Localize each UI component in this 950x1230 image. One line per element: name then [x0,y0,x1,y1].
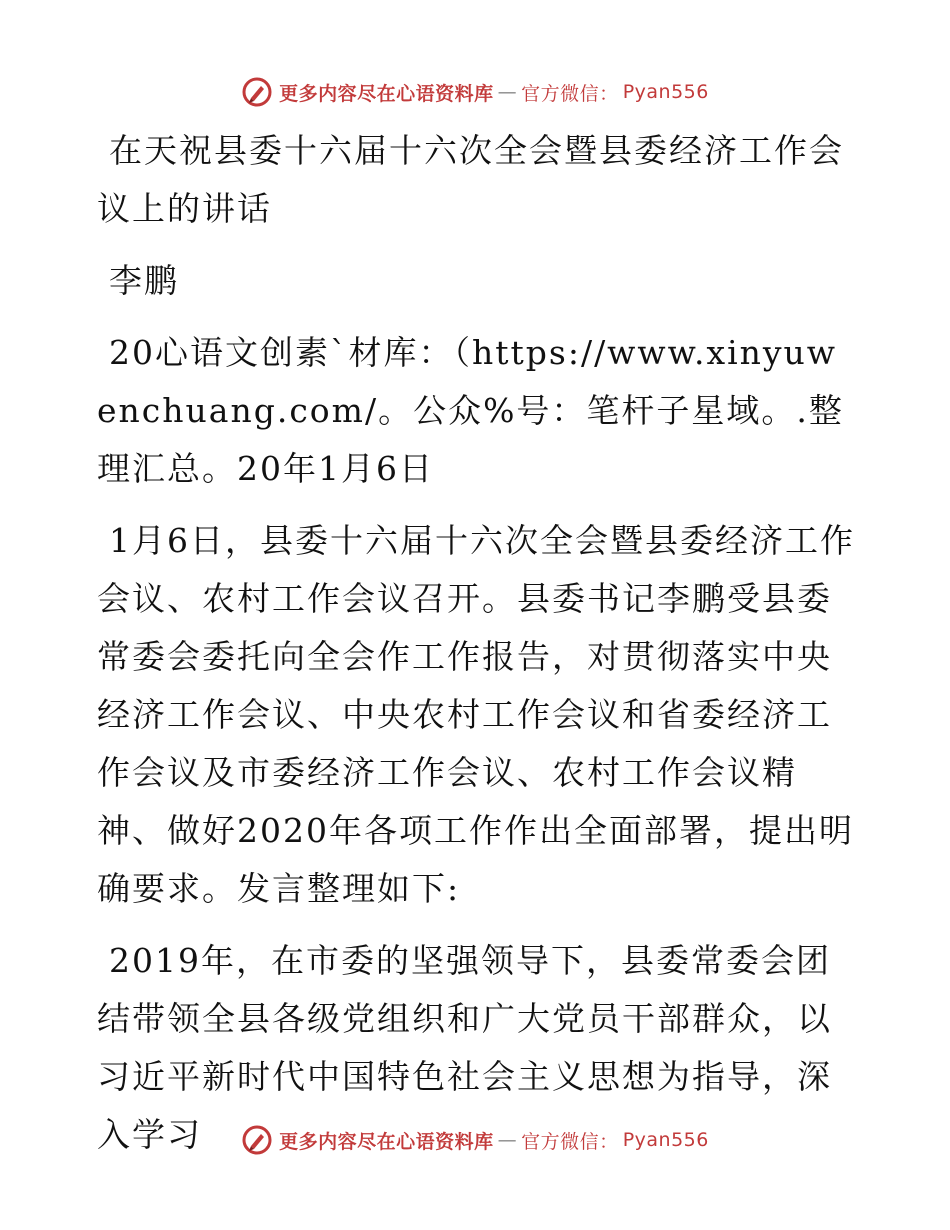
document-author: 李鹏 [109,261,179,300]
header-wechat-id: Pyan556 [622,81,709,103]
footer-wechat-id: Pyan556 [622,1129,709,1151]
header-wechat-label: 官方微信： [521,82,619,105]
header-banner [0,72,950,112]
header-separator: — [497,81,518,103]
footer-separator: — [497,1129,518,1151]
paragraph: 1月6日，县委十六届十六次全会暨县委经济工作会议、农村工作会议召开。县委书记李鹏受县委常委会委托向全会作工作报告，对贯彻落实中央经济工作会议、中央农村工作会议和省委经济工作会议及市委经济工作会议、农村工作会议精神、做好2020年各项工作作出全面部署，提出明确要求。发言整理如下: [97,521,855,908]
document-title: 在天祝县委十六届十六次全会暨县委经济工作会议上的讲话 [97,131,844,228]
paragraph: 2019年，在市委的坚强领导下，县委常委会团结带领全县各级党组织和广大党员干部群众，以习近平新时代中国特色社会主义思想为指导，深入学习 [97,941,832,1154]
header-site-text: 更多内容尽在心语资料库 [279,82,494,105]
pen-logo-icon [241,1124,273,1156]
pen-logo-icon [241,76,273,108]
footer-wechat-label: 官方微信： [521,1130,619,1153]
footer-site-text: 更多内容尽在心语资料库 [279,1130,494,1153]
document-source-note: 20心语文创素`材库：（https://www.xinyuwenchuang.com/。公众%号：笔杆子星域。.整理汇总。20年1月6日 [97,333,844,488]
footer-banner [0,1120,950,1160]
document-body [97,122,857,1164]
